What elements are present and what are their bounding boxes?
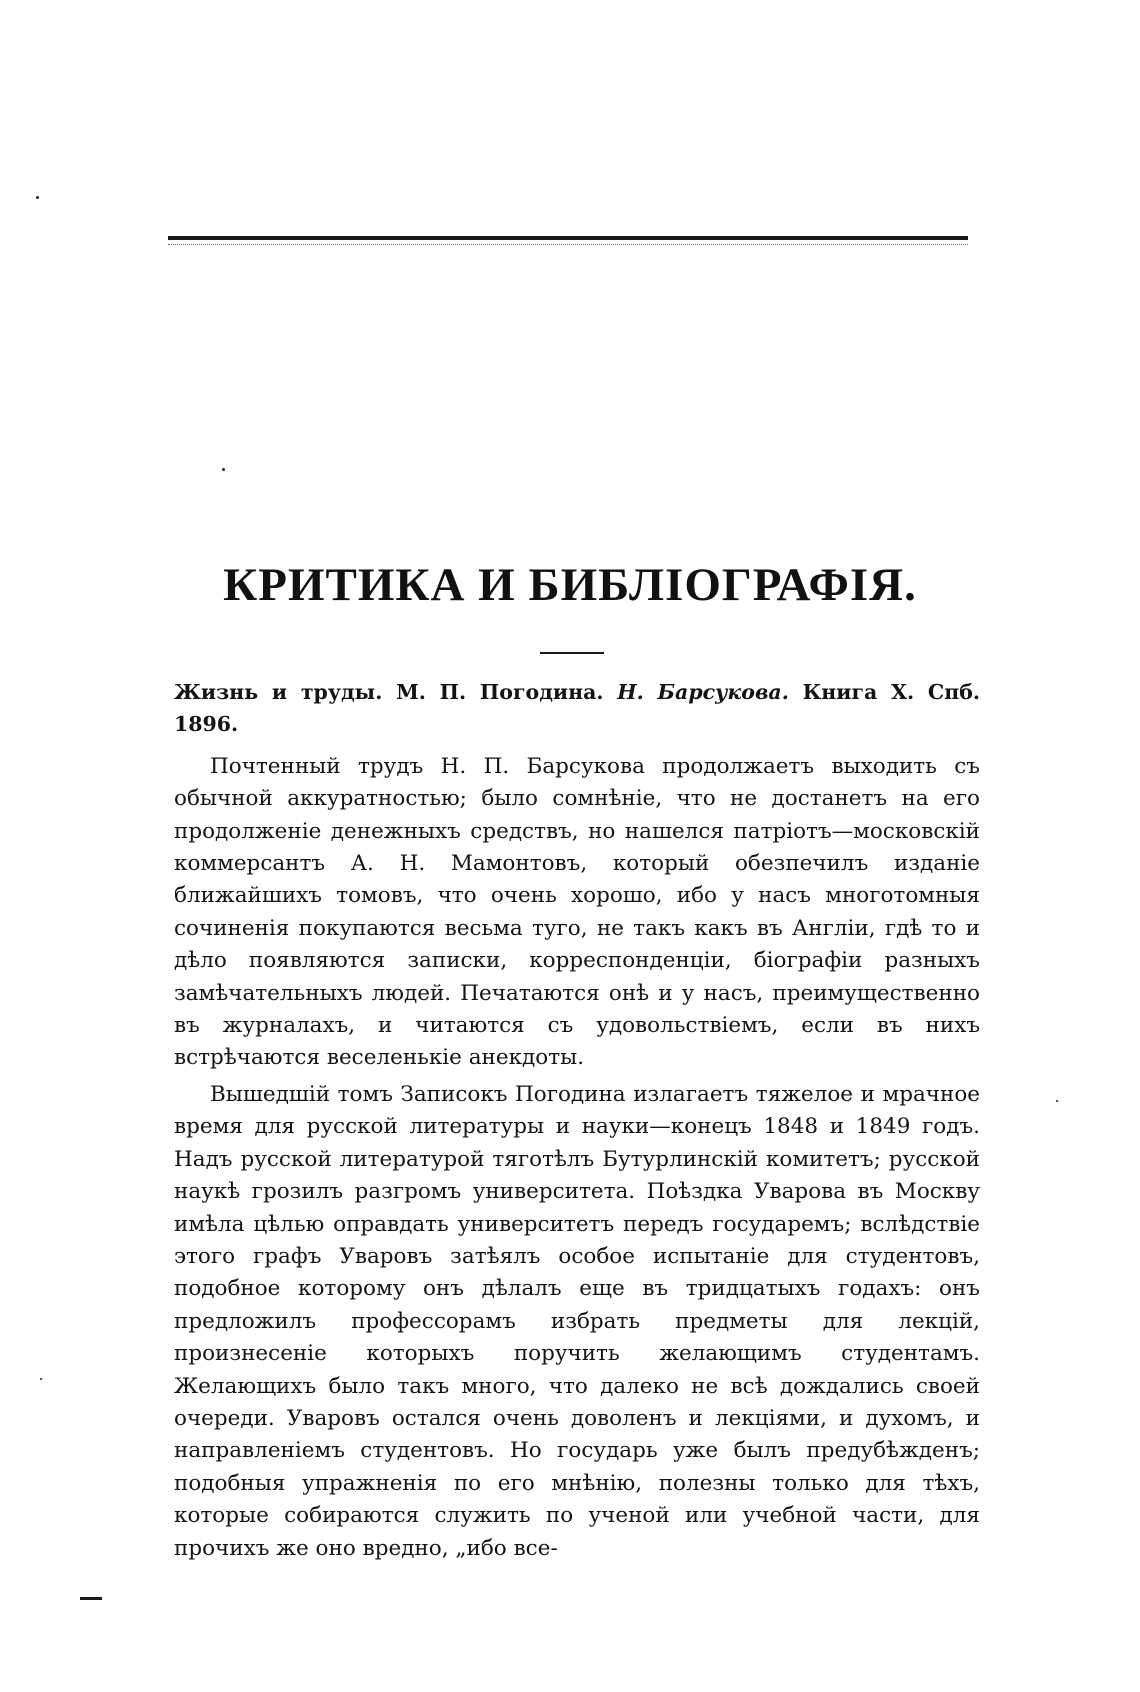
scan-speck (36, 196, 39, 199)
paragraph: Вышедшій томъ Записокъ Погодина излагаетъ тяжелое и мрачное время для русской литературы и науки—конецъ 1848 и 1849 годъ. Надъ русской литературой тяготѣлъ Бутурлинскій комитетъ; русской наукѣ грозилъ разгромъ университета. Поѣздка Уварова въ Москву имѣла цѣлью оправдать университетъ передъ государемъ; вслѣдствіе этого графъ Уваровъ затѣялъ особое испытаніе для студентовъ, подобное которому онъ дѣлалъ еще въ тридцатыхъ годахъ: онъ предложилъ профессорамъ избрать предметы для лекцій, произнесеніе которыхъ поручить желающимъ студентамъ. Желающихъ было такъ много, что далеко не всѣ дождались своей очереди. Уваровъ остался очень доволенъ и лекціями, и духомъ, и направленіемъ студентовъ. Но государь уже былъ предубѣжденъ; подобныя упражненія по его мнѣнію, полезны только для тѣхъ, которые собираются служить по ученой или учебной части, для прочихъ же оно вредно, „ибо все- (174, 1081, 980, 1561)
bibliography-entry (174, 676, 980, 741)
scan-speck (40, 1378, 42, 1380)
scan-speck (1056, 1100, 1058, 1102)
section-title: КРИТИКА И БИБЛІОГРАФІЯ. (223, 559, 917, 611)
paragraph: Почтенный трудъ Н. П. Барсукова продолжаетъ выходить съ обычной аккуратностью; было сомнѣніе, что не достанетъ на его продолженіе денежныхъ средствъ, но нашелся патріотъ—московскій коммерсантъ А. Н. Мамонтовъ, который обезпечилъ изданіе ближайшихъ томовъ, что очень хорошо, ибо у насъ многотомныя сочиненія покупаются весьма туго, не такъ какъ въ Англіи, гдѣ то и дѣло появляются записки, корреспонденціи, біографіи разныхъ замѣчательныхъ людей. Печатаются онѣ и у насъ, преимущественно въ журналахъ, и читаются съ удовольствіемъ, если въ нихъ встрѣчаются веселенькіе анекдоты. (174, 753, 980, 1071)
top-rule-ticks (168, 244, 968, 247)
bibliography-details: Книга X. Спб. 1896. (174, 680, 981, 737)
scan-speck (222, 468, 225, 471)
title-rule (540, 652, 604, 654)
margin-mark (80, 1597, 102, 1600)
top-rule (168, 236, 968, 240)
bibliography-work: Жизнь и труды. М. П. Погодина. (174, 680, 604, 704)
article-body (174, 676, 980, 1565)
bibliography-author: Н. Барсукова. (617, 680, 789, 704)
